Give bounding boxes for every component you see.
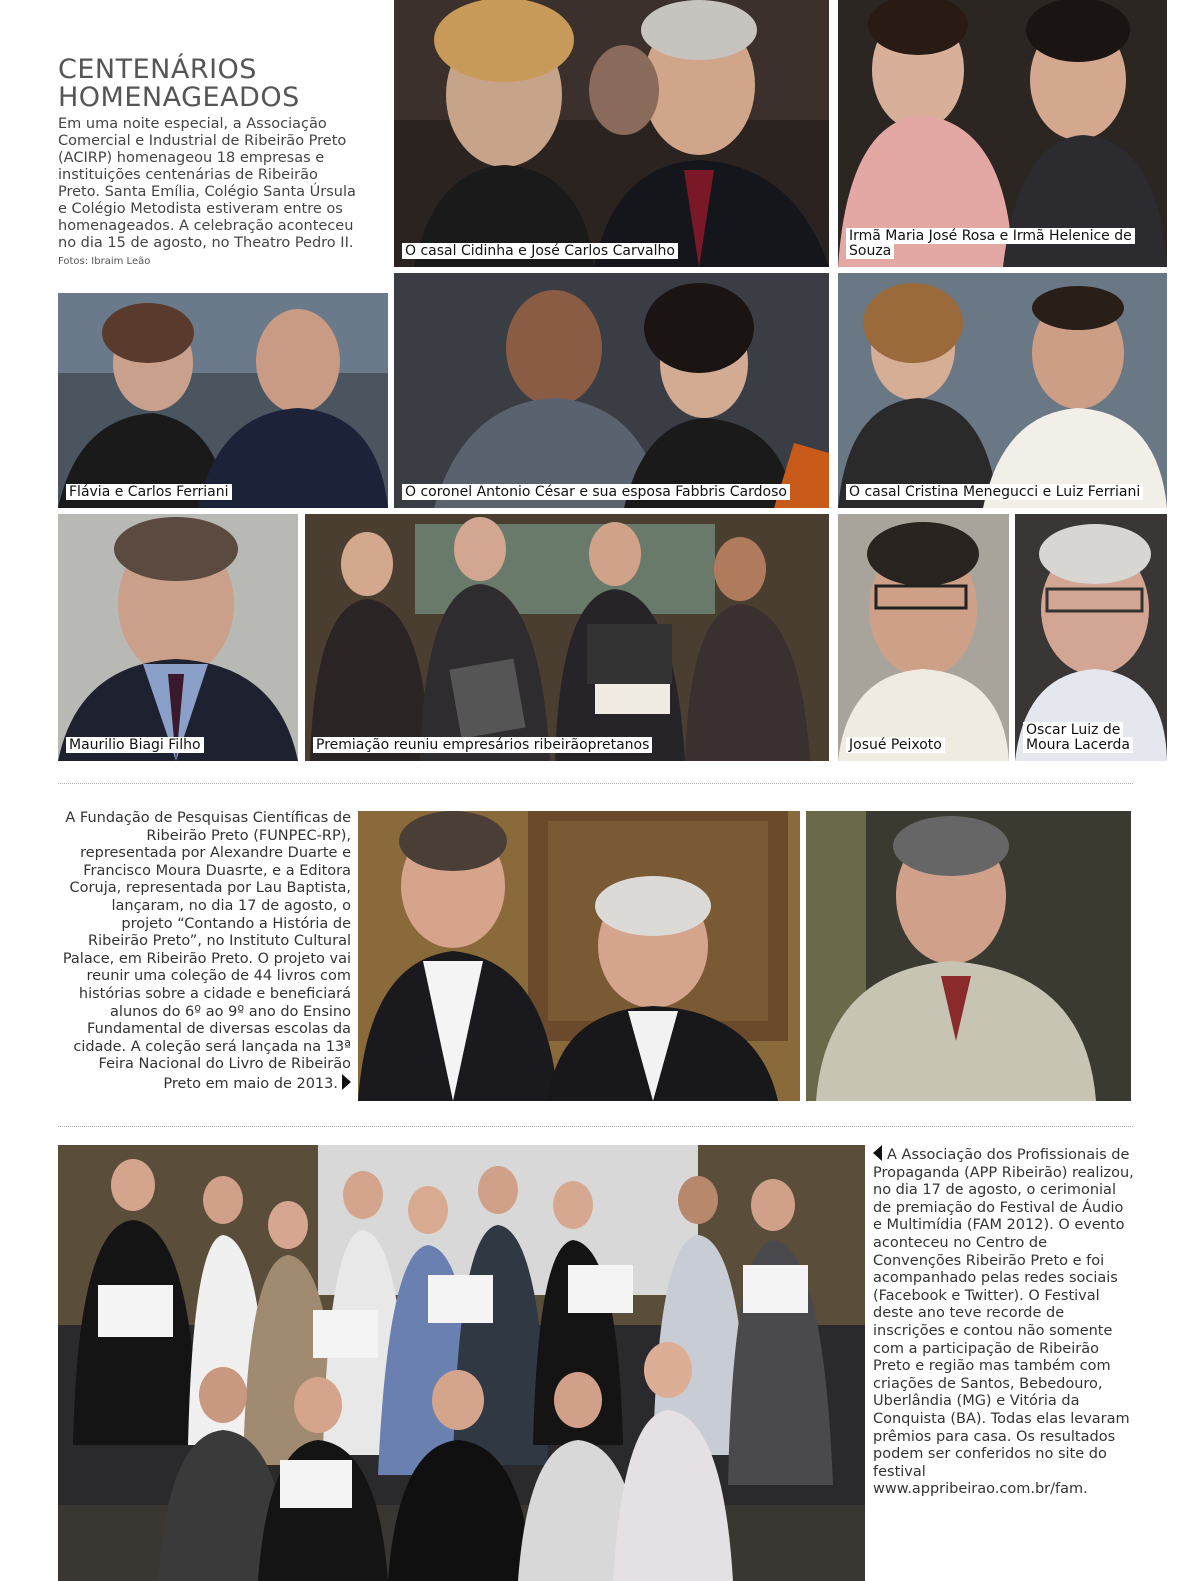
funpec-article: [58, 810, 351, 1094]
section-intro: [58, 116, 363, 270]
intro-text: Em uma noite especial, a Associação Comercial e Industrial de Ribeirão Preto (ACIRP) homenageou 18 empresas e instituições centenárias de Ribeirão Preto. Santa Emília, Colégio Santa Úrsula e Colégio Metodista estiveram entre os homenageados. A celebração aconteceu no dia 15 de agosto, no Theatro Pedro II.: [58, 116, 356, 251]
photo-cristina-luiz: [838, 273, 1167, 508]
photo-caption: Oscar Luiz de Moura Lacerda: [1023, 723, 1167, 753]
photo-image: [838, 273, 1167, 508]
app-ribeirao-article: [873, 1145, 1135, 1499]
photo-josue-peixoto: [838, 514, 1009, 761]
photo-caption: Maurilio Biagi Filho: [66, 738, 204, 753]
photo-image: [58, 293, 388, 508]
photo-funpec-duo: [358, 811, 800, 1101]
photo-caption: O coronel Antonio César e sua esposa Fabbris Cardoso: [402, 485, 790, 500]
photo-caption: Irmã Maria José Rosa e Irmã Helenice de Souza: [846, 229, 1167, 259]
photo-image: [305, 514, 829, 761]
photo-irmas: [838, 0, 1167, 267]
photo-image: [394, 0, 829, 267]
photo-caption: Premiação reuniu empresários ribeirãopretanos: [313, 738, 652, 753]
funpec-article-text: A Fundação de Pesquisas Científicas de Ribeirão Preto (FUNPEC-RP), representada por Alexandre Duarte e Francisco Moura Duasrte, e a Editora Coruja, representada por Lau Baptista, lançaram, no dia 17 de agosto, o projeto “Contando a História de Ribeirão Preto”, no Instituto Cultural Palace, em Ribeirão Preto. O projeto vai reunir uma coleção de 44 livros com histórias sobre a cidade e beneficiará alunos do 6º ao 9º ano do Ensino Fundamental de diversas escolas da cidade. A coleção será lançada na 13ª Feira Nacional do Livro de Ribeirão Preto em maio de 2013.: [62, 810, 351, 1092]
section-divider: [58, 783, 1133, 784]
photo-image: [838, 514, 1009, 761]
photo-maurilio-biagi: [58, 514, 298, 761]
app-ribeirao-article-text: A Associação dos Profissionais de Propaganda (APP Ribeirão) realizou, no dia 17 de agosto, o cerimonial de premiação do Festival de Áudio e Multimídia (FAM 2012). O evento aconteceu no Centro de Convenções Ribeirão Preto e foi acompanhado pelas redes sociais (Facebook e Twitter). O Festival deste ano teve recorde de inscrições e contou não somente com a participação de Ribeirão Preto e região mas também com criações de Santos, Bebedouro, Uberlândia (MG) e Vitória da Conquista (BA). Todas elas levaram prêmios para casa. Os resultados podem ser conferidos no site do festival www.appribeirao.com.br/fam.: [873, 1147, 1134, 1498]
photo-cidinha-jose-carlos: [394, 0, 829, 267]
photo-caption: O casal Cristina Menegucci e Luiz Ferriani: [846, 485, 1143, 500]
photo-coronel-antonio-cesar: [394, 273, 829, 508]
photo-image: [838, 0, 1167, 267]
photo-oscar-luiz: [1015, 514, 1167, 761]
photo-image: [58, 514, 298, 761]
photo-caption: Josué Peixoto: [846, 738, 945, 753]
photo-image: [394, 273, 829, 508]
section-title: CENTENÁRIOS HOMENAGEADOS: [58, 54, 300, 113]
photo-funpec-lau: [806, 811, 1131, 1101]
photo-flavia-carlos: [58, 293, 388, 508]
photo-image: [358, 811, 800, 1101]
arrow-left-icon: [873, 1145, 882, 1161]
photo-fam-2012-winners: [58, 1145, 865, 1581]
photo-caption: Flávia e Carlos Ferriani: [66, 485, 232, 500]
photo-credit: Fotos: Ibraim Leão: [58, 256, 151, 267]
arrow-right-icon: [342, 1074, 351, 1090]
photo-premiacao: [305, 514, 829, 761]
photo-image: [806, 811, 1131, 1101]
photo-image: [58, 1145, 865, 1581]
section-divider: [58, 1126, 1133, 1127]
photo-caption: O casal Cidinha e José Carlos Carvalho: [402, 244, 678, 259]
